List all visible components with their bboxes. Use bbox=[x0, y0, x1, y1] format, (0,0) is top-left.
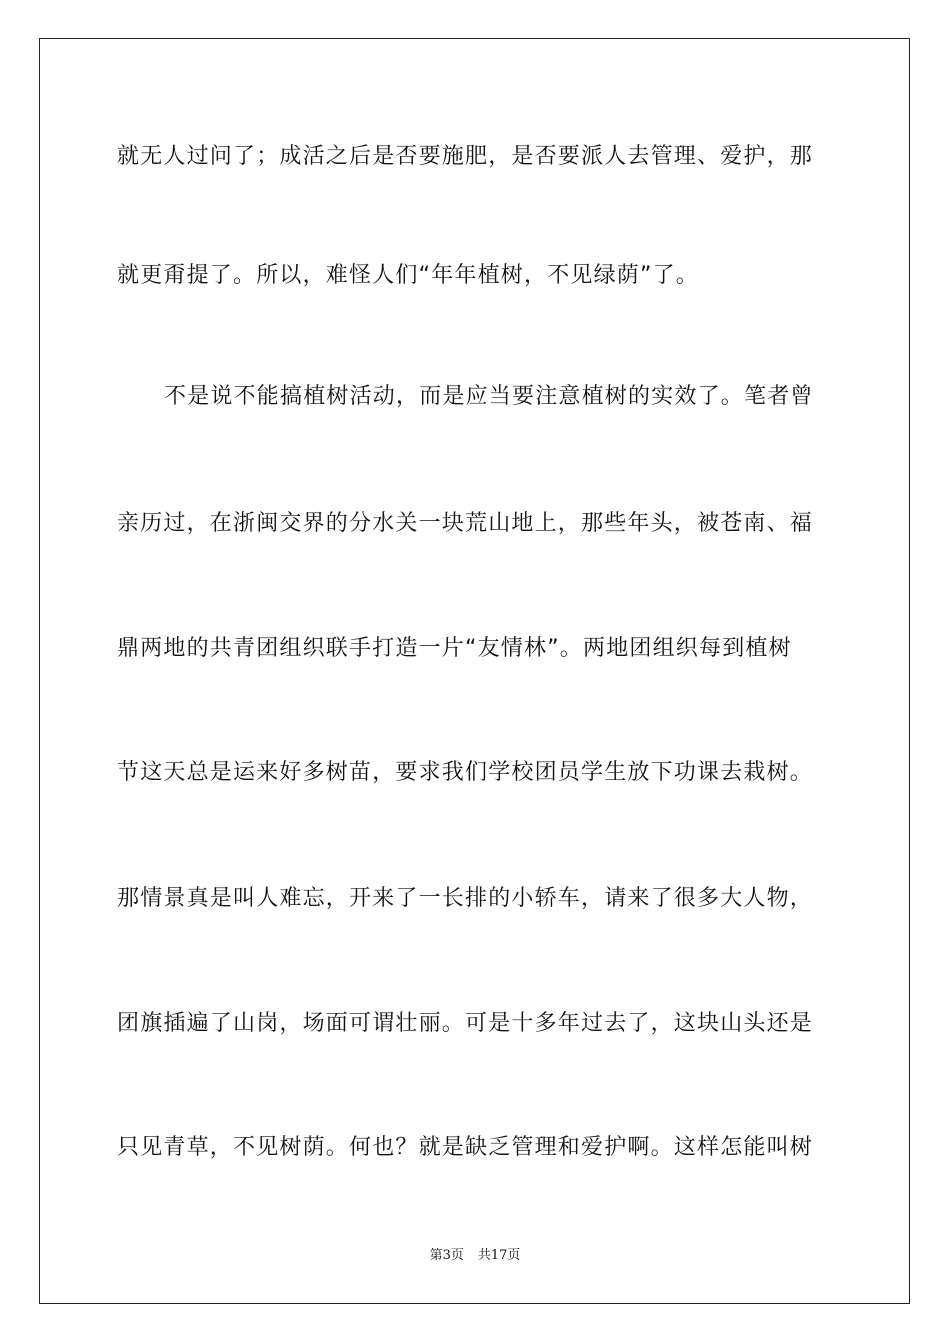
text-line: 只见青草，不见树荫。何也？就是缺乏管理和爱护啊。这样怎能叫树 bbox=[117, 1135, 814, 1160]
page-number: 第3页 bbox=[429, 1248, 464, 1263]
page-footer bbox=[0, 1248, 950, 1264]
text-line: 鼎两地的共青团组织联手打造一片“友情林”。两地团组织每到植树 bbox=[117, 636, 792, 661]
text-line: 就无人过问了；成活之后是否要施肥，是否要派人去管理、爱护，那 bbox=[117, 144, 814, 169]
text-line: 团旗插遍了山岗，场面可谓壮丽。可是十多年过去了，这块山头还是 bbox=[117, 1011, 814, 1036]
text-line: 那情景真是叫人难忘，开来了一长排的小轿车，请来了很多大人物， bbox=[117, 886, 814, 911]
paragraph-start-line: 不是说不能搞植树活动，而是应当要注意植树的实效了。笔者曾 bbox=[164, 384, 814, 409]
page-border bbox=[39, 38, 910, 1304]
text-line: 亲历过，在浙闽交界的分水关一块荒山地上，那些年头，被苍南、福 bbox=[117, 511, 814, 536]
text-line: 节这天总是运来好多树苗，要求我们学校团员学生放下功课去栽树。 bbox=[117, 760, 814, 785]
total-pages: 共17页 bbox=[477, 1248, 521, 1263]
text-line: 就更甭提了。所以，难怪人们“年年植树，不见绿荫”了。 bbox=[117, 263, 699, 288]
